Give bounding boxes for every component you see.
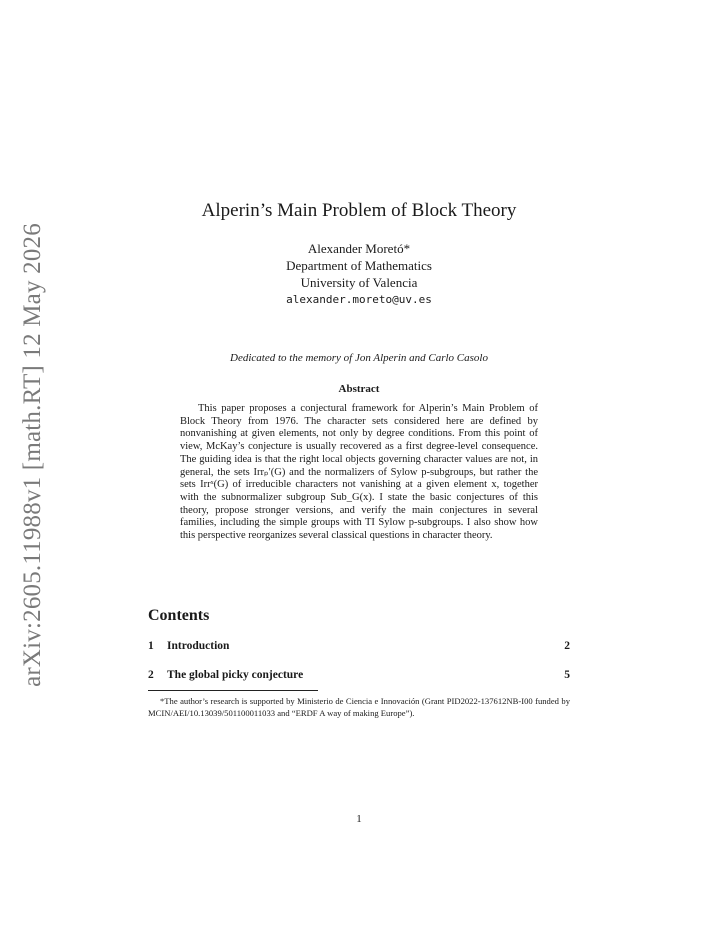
toc-entry-introduction[interactable] (148, 640, 570, 652)
toc-entry-title: The global picky conjecture (167, 669, 304, 681)
contents-heading: Contents (148, 607, 210, 624)
dedication: Dedicated to the memory of Jon Alperin and Carlo Casolo (230, 352, 488, 364)
toc-entry-page: 2 (564, 640, 570, 652)
footnote-divider (148, 690, 318, 691)
abstract-heading: Abstract (338, 383, 380, 395)
toc-entry-title: Introduction (167, 640, 230, 652)
footnote-text: *The author’s research is supported by Ministerio de Ciencia e Innovación (Grant PID2022-137612NB-I00 funded by MCIN/AEI/10.13039/501100011033 and “ERDF A way of making Europe”). (148, 696, 570, 718)
author-department: Department of Mathematics (286, 258, 432, 273)
paper-title: Alperin’s Main Problem of Block Theory (201, 200, 517, 221)
toc-entry-page: 5 (564, 669, 570, 681)
toc-entry-number: 2 (148, 669, 154, 681)
author-university: University of Valencia (300, 275, 418, 290)
arxiv-stamp (16, 223, 50, 687)
toc-entry-global-picky-conjecture[interactable] (148, 669, 570, 681)
arxiv-identifier: arXiv:2605.11988v1 [math.RT] 12 May 2026 (19, 223, 47, 687)
footnote (148, 695, 570, 719)
abstract-body (180, 403, 538, 543)
toc-entry-number: 1 (148, 640, 154, 652)
abstract-text: This paper proposes a conjectural framework for Alperin’s Main Problem of Block Theory from 1976. The character sets considered here are defined by nonvanishing at given elements, not only by degree conditions. From this point of view, McKay’s conjecture is usually recovered as a first degree-level consequence. The guiding idea is that the right local objects governing character values are not, in general, the sets Irrₚ′(G) and the normalizers of Sylow p-subgroups, but rather the sets Irrˣ(G) of irreducible characters not vanishing at a given element x, together with the subnormalizer subgroup Sub_G(x). I state the basic conjectures of this theory, propose stronger versions, and verify the main conjectures in several families, including the simple groups with TI Sylow p-subgroups. I also show how this perspective reorganizes several classical questions in character theory. (180, 403, 538, 542)
author-name: Alexander Moretó* (307, 241, 411, 256)
author-email: alexander.moreto@uv.es (286, 293, 432, 306)
page-number: 1 (356, 813, 362, 825)
author-block (0, 240, 718, 308)
